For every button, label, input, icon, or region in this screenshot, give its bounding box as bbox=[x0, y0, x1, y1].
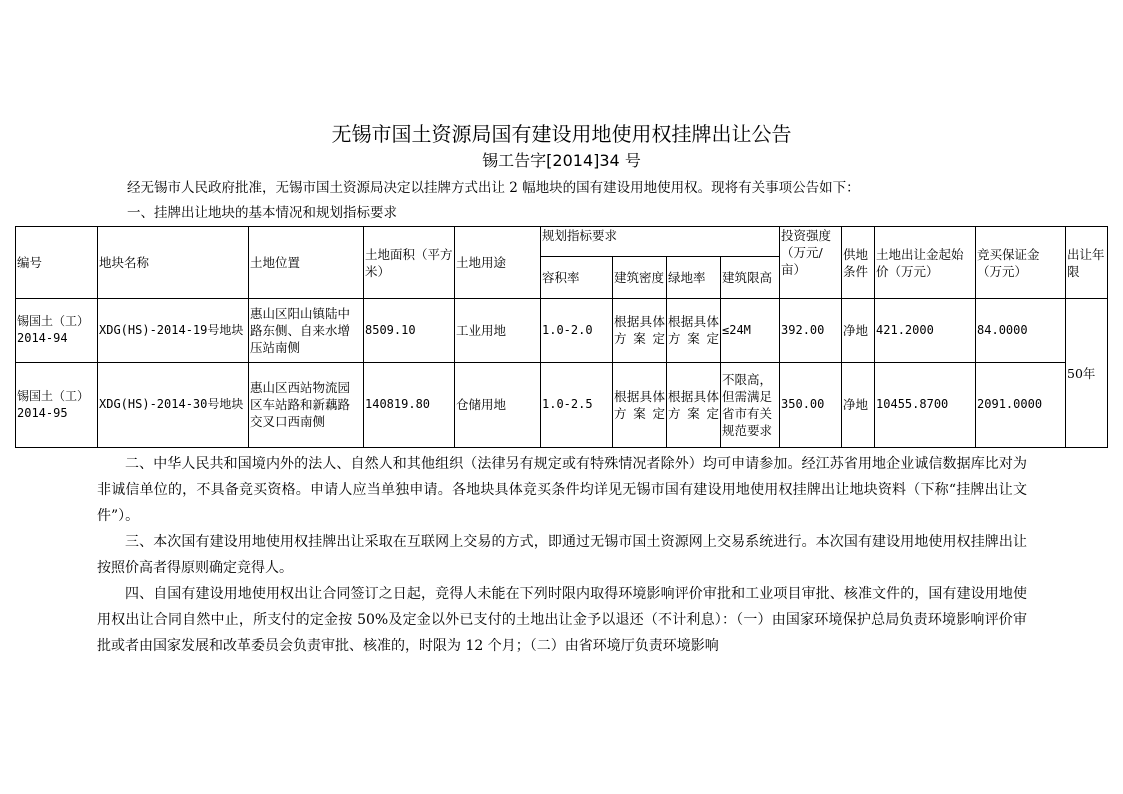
header-code: 编号 bbox=[16, 227, 98, 299]
header-supply: 供地条件 bbox=[842, 227, 875, 299]
header-use: 土地用途 bbox=[455, 227, 541, 299]
cell-location: 惠山区阳山镇陆中路东侧、自来水增压站南侧 bbox=[249, 299, 364, 362]
cell-code: 锡国土（工）2014-95 bbox=[16, 362, 98, 447]
cell-density: 根据具体方案定 bbox=[613, 362, 667, 447]
cell-investment: 392.00 bbox=[780, 299, 842, 362]
paragraph-3: 三、本次国有建设用地使用权挂牌出让采取在互联网上交易的方式，即通过无锡市国土资源网上交易系统进行。本次国有建设用地使用权挂牌出让按照价高者得原则确定竞得人。 bbox=[97, 534, 1027, 576]
cell-far: 1.0-2.0 bbox=[541, 299, 613, 362]
cell-density: 根据具体方案定 bbox=[613, 299, 667, 362]
header-planning: 规划指标要求 bbox=[541, 227, 780, 257]
table-row bbox=[16, 362, 1108, 447]
cell-green: 根据具体方案定 bbox=[667, 299, 721, 362]
header-term: 出让年限 bbox=[1066, 227, 1108, 299]
page-title: 无锡市国土资源局国有建设用地使用权挂牌出让公告 bbox=[331, 122, 792, 146]
cell-supply: 净地 bbox=[842, 362, 875, 447]
cell-far: 1.0-2.5 bbox=[541, 362, 613, 447]
header-green: 绿地率 bbox=[667, 257, 721, 299]
header-area: 土地面积（平方米） bbox=[364, 227, 455, 299]
intro-text: 经无锡市人民政府批准，无锡市国土资源局决定以挂牌方式出让 2 幅地块的国有建设用地使用权。现将有关事项公告如下： bbox=[127, 180, 860, 196]
header-start-price: 土地出让金起始价（万元） bbox=[875, 227, 976, 299]
header-density: 建筑密度 bbox=[613, 257, 667, 299]
cell-area: 8509.10 bbox=[364, 299, 455, 362]
cell-area: 140819.80 bbox=[364, 362, 455, 447]
header-name: 地块名称 bbox=[98, 227, 249, 299]
cell-start-price: 10455.8700 bbox=[875, 362, 976, 447]
cell-code: 锡国土（工）2014-94 bbox=[16, 299, 98, 362]
paragraph-2: 二、中华人民共和国境内外的法人、自然人和其他组织（法律另有规定或有特殊情况者除外）均可申请参加。经江苏省用地企业诚信数据库比对为非诚信单位的，不具备竞买资格。申请人应当单独申请。各地块具体竞买条件均详见无锡市国有建设用地使用权挂牌出让地块资料（下称“挂牌出让文件”）。 bbox=[97, 456, 1027, 524]
document-number: 锡工告字[2014]34 号 bbox=[482, 151, 641, 170]
cell-name: XDG(HS)-2014-30号地块 bbox=[98, 362, 249, 447]
section-heading: 一、挂牌出让地块的基本情况和规划指标要求 bbox=[127, 205, 397, 221]
cell-height: 不限高，但需满足省市有关规范要求 bbox=[721, 362, 780, 447]
cell-green: 根据具体方案定 bbox=[667, 362, 721, 447]
cell-location: 惠山区西站物流园区车站路和新藕路交叉口西南侧 bbox=[249, 362, 364, 447]
cell-use: 仓储用地 bbox=[455, 362, 541, 447]
cell-investment: 350.00 bbox=[780, 362, 842, 447]
cell-name: XDG(HS)-2014-19号地块 bbox=[98, 299, 249, 362]
cell-deposit: 84.0000 bbox=[976, 299, 1066, 362]
header-location: 土地位置 bbox=[249, 227, 364, 299]
cell-height: ≤24M bbox=[721, 299, 780, 362]
header-investment: 投资强度（万元/亩） bbox=[780, 227, 842, 299]
cell-supply: 净地 bbox=[842, 299, 875, 362]
paragraph-4: 四、自国有建设用地使用权出让合同签订之日起，竞得人未能在下列时限内取得环境影响评价审批和工业项目审批、核准文件的，国有建设用地使用权出让合同自然中止，所支付的定金按 50%及定金以外已支付的土地出让金予以退还（不计利息）：（一）由国家环境保护总局负责环境影响评价审批或者由国家发展和改革委员会负责审批、核准的，时限为 12 个月；（二）由省环境厅负责环境影响 bbox=[97, 586, 1027, 654]
header-deposit: 竞买保证金（万元） bbox=[976, 227, 1066, 299]
cell-use: 工业用地 bbox=[455, 299, 541, 362]
header-height: 建筑限高 bbox=[721, 257, 780, 299]
cell-term: 50年 bbox=[1066, 299, 1108, 448]
cell-start-price: 421.2000 bbox=[875, 299, 976, 362]
cell-deposit: 2091.0000 bbox=[976, 362, 1066, 447]
table-row bbox=[16, 299, 1108, 362]
land-parcel-table bbox=[15, 226, 1108, 448]
header-far: 容积率 bbox=[541, 257, 613, 299]
